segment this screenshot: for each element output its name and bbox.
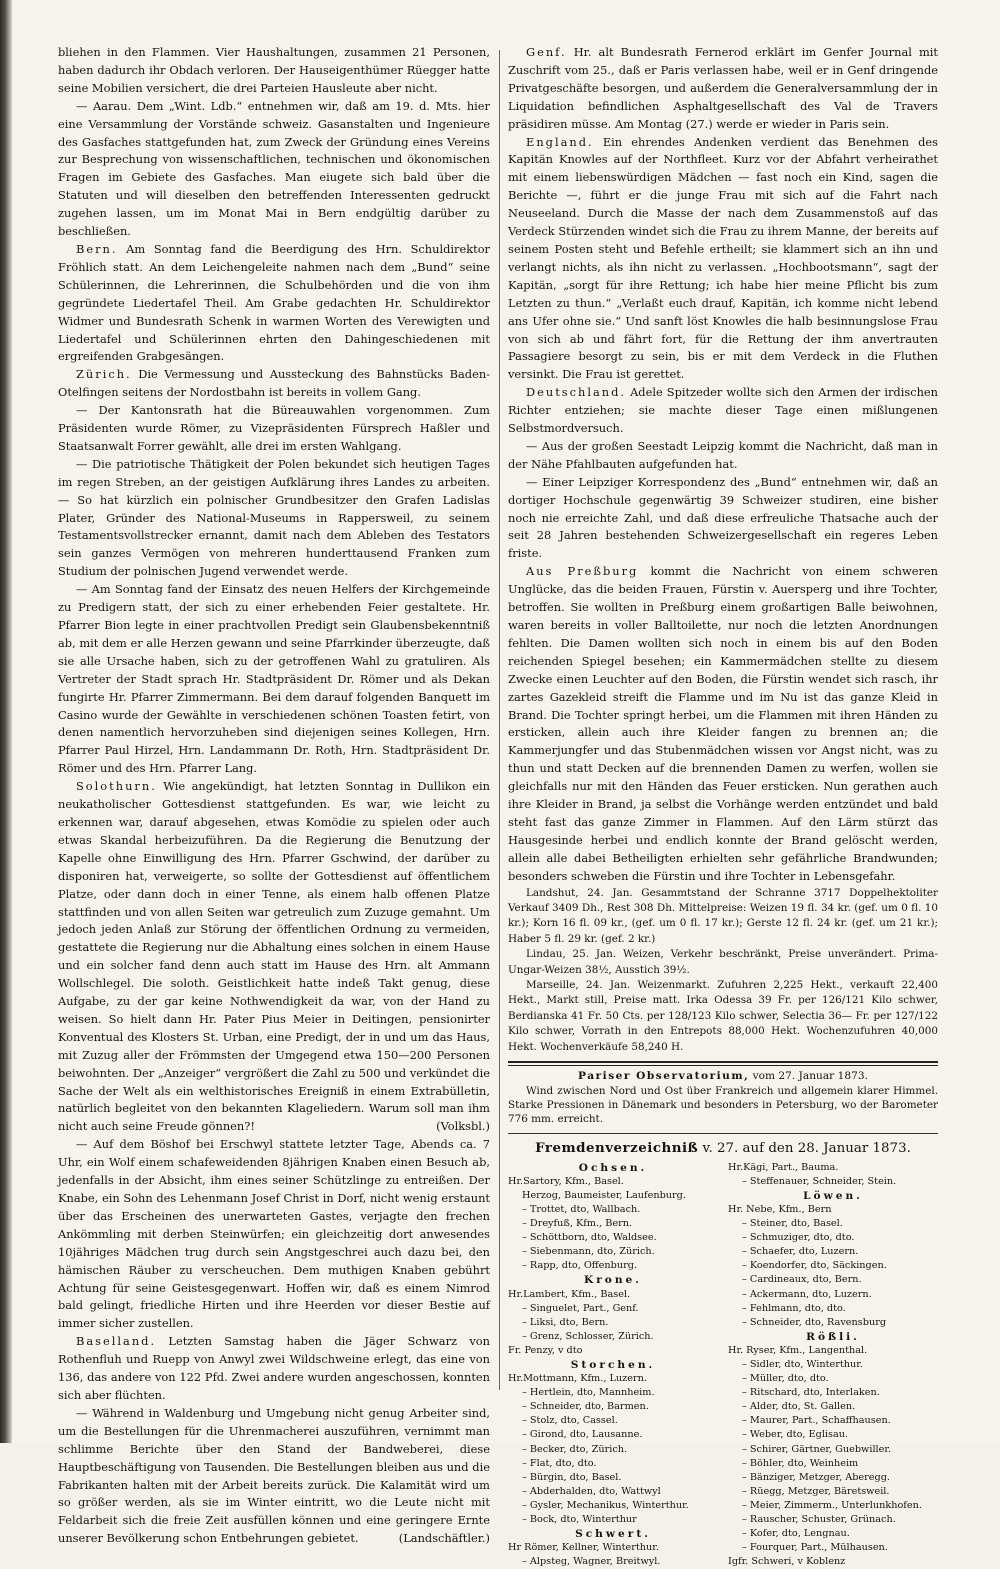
- hotel-name: Ochsen.: [578, 1161, 648, 1174]
- market-reports: [508, 886, 938, 1055]
- article-text: — Während in Waldenburg und Umgebung nicht genug Arbeiter sind, um die Bestellungen für die Uhrenmacherei auszuführen, vernimmt man schlimme Berichte über den Stand der Bandweberei, diese Hauptbeschäftigung von Tausenden. Die Bestellungen bleiben aus und die Fabrikanten halten mit der Arbeit bereits zurück. Die Kalamität wird um so größer werden, als sie im Winter eintritt, wo die Leute nicht mit Feldarbeit sich die freie Zeit ausfüllen können und eine geringere Ernte unserer Bevölkerung schon Entbehrungen gebietet.: [58, 1405, 490, 1546]
- article-paragraph: [508, 438, 938, 474]
- article-paragraph: [58, 1136, 490, 1333]
- article-paragraph: [508, 474, 938, 564]
- article-paragraph: [508, 563, 938, 885]
- article-paragraph: [58, 778, 490, 1136]
- place-name: Baselland.: [76, 1334, 157, 1349]
- guest-entry: – Schneider, dto, Ravensburg: [742, 1316, 887, 1328]
- guest-entry: – Steffenauer, Schneider, Stein.: [742, 1175, 897, 1187]
- guest-entry: – Schirer, Gärtner, Guebwiller.: [742, 1443, 892, 1455]
- guest-entry: Hr Römer, Kellner, Winterthur.: [508, 1542, 659, 1554]
- place-name: Solothurn.: [76, 779, 157, 794]
- article-text: kommt die Nachricht von einem schweren Unglücke, das die beiden Frauen, Fürstin v. Auersperg und ihre Tochter, betroffen. Sie wollten in Preßburg einem großartigen Balle beiwohnen, waren bereits in voller Balltoilette, nur noch die letzten Anordnungen fehlten. Die Damen wollten sich noch in einem bis auf den Boden reichenden Spiegel besehen; ein Kammermädchen stellte zu diesem Zwecke einen Leuchter auf den Boden, die Fürstin wendet sich rasch, ihr zartes Gazekleid streift die Flamme und im Nu ist das ganze Kleid in Brand. Die Tochter springt herbei, um die Flammen mit ihren Händen zu ersticken, allein auch ihre Kleider fangen zu brennen an; die Kammerjungfer und das Stubenmädchen wissen vor Angst nicht, was zu thun und statt Decken auf die brennenden Damen zu werfen, wollen sie gleichfalls nur mit den Händen das Feuer ersticken. Nun gerathen auch ihre Kleider in Brand, ja selbst die Vorhänge werden entzündet und bald steht fast das ganze Zimmer in Flammen. Auf den Lärm stürzt das Hausgesinde herbei und endlich konnte der Brand gelöscht werden, allein alle dabei Betheiligten erhielten sehr gefährliche Brandwunden; besonders schweben die Fürstin und ihre Tochter in Lebensgefahr.: [508, 564, 938, 883]
- double-rule: [508, 1061, 938, 1066]
- guest-entry: – Steiner, dto, Basel.: [742, 1218, 843, 1230]
- guest-entry: – Hertlein, dto, Mannheim.: [522, 1387, 655, 1399]
- article-text: Letzten Samstag haben die Jäger Schwarz von Rothenfluh und Ruepp von Anwyl zwei Wildschweine erlegt, das eine von 136, das andere von 122 Pfd. Zwei andere wurden angeschossen, konnten sich aber flüchten.: [58, 1334, 490, 1402]
- place-name: Aus Preßburg: [526, 564, 639, 579]
- guest-entry: Igfr. Schweri, v Koblenz: [728, 1556, 846, 1568]
- article-paragraph: [58, 402, 490, 456]
- article-text: — Aarau. Dem „Wint. Ldb.“ entnehmen wir, daß am 19. d. Mts. hier eine Versammlung der Vorstände schweiz. Gasanstalten und Ingenieure des Gasfaches stattgefunden hat, zum Zweck der Gründung eines Vereins zur Besprechung von wissenschaftlichen, technischen und ökonomischen Fragen im Gebiete des Gasfaches. Man eiugete sich bald über die Statuten und will dieselben den betreffenden Interessenten gedruckt zugehen lassen, um im Monat Mai in Bern endgültig darüber zu beschließen.: [58, 98, 490, 239]
- market-report: Marseille, 24. Jan. Weizenmarkt. Zufuhren 2,225 Hekt., verkauft 22,400 Hekt., Markt still, Preise matt. Irka Odessa 39 Fr. per 126/121 Kilo schwer, Berdianska 41 Fr. 50 Cts. per 128/123 Kilo schwer, Selectia 36— Fr. per 127/122 Kilo schwer, Vorrath in den Entrepots 88,000 Hekt. Wochenzufuhren 40,000 Hekt. Wochenverkäufe 58,240 H.: [508, 979, 938, 1053]
- article-text: — Einer Leipziger Korrespondenz des „Bund“ entnehmen wir, daß an dortiger Hochschule gegenwärtig 39 Schweizer studiren, eine bisher noch nie erreichte Zahl, und daß diese erfreuliche Thatsache auch der seit 28 Jahren bestehenden Schweizergesellschaft ein regeres Leben friste.: [508, 474, 938, 561]
- guest-entry: – Alpsteg, Wagner, Breitwyl.: [522, 1556, 661, 1568]
- guest-entry: – Meier, Zimmerm., Unterlunkhofen.: [742, 1499, 922, 1511]
- guest-entry: – Maurer, Part., Schaffhausen.: [742, 1415, 891, 1427]
- right-news-block: [508, 44, 938, 886]
- right-column: [508, 44, 938, 1569]
- guest-entry: – Girond, dto, Lausanne.: [522, 1429, 643, 1441]
- guest-entry: – Singuelet, Part., Genf.: [522, 1302, 639, 1314]
- place-name: England.: [526, 134, 594, 149]
- guest-entry: – Rüegg, Metzger, Bäretsweil.: [742, 1485, 890, 1497]
- article-paragraph: [58, 366, 490, 402]
- guest-entry: – Schneider, dto, Barmen.: [522, 1401, 649, 1413]
- hotel-name: Krone.: [584, 1274, 642, 1287]
- guest-entry: – Flat, dto, dto.: [522, 1457, 597, 1469]
- article-text: Die Vermessung und Aussteckung des Bahnstücks Baden-Otelfingen seitens der Nordostbahn ist bereits in vollem Gang.: [58, 367, 490, 400]
- article-source: (Volksbl.): [436, 1119, 490, 1134]
- observatory-name: Pariser Observatorium,: [578, 1070, 750, 1083]
- observatory-heading: [508, 1069, 938, 1084]
- guest-entry: – Becker, dto, Zürich.: [522, 1443, 628, 1455]
- guest-entry: – Trottet, dto, Wallbach.: [522, 1203, 641, 1215]
- guest-entry: – Böhler, dto, Weinheim: [742, 1457, 859, 1469]
- fremden-list: [508, 1161, 938, 1569]
- guest-entry: – Liksi, dto, Bern.: [522, 1316, 609, 1328]
- guest-entry: – Koendorfer, dto, Säckingen.: [742, 1260, 887, 1272]
- market-report: Landshut, 24. Jan. Gesammtstand der Schranne 3717 Doppelhektoliter Verkauf 3409 Dh., Rest 308 Dh. Mittelpreise: Weizen 19 fl. 34 kr. (gef. um 0 fl. 10 kr.); Korn 16 fl. 09 kr., (gef. um 0 fl. 17 kr.); Gerste 12 fl. 24 kr. (gef. um 21 kr.); Haber 5 fl. 29 kr. (gef. 2 kr.): [508, 886, 938, 945]
- article-source: (Landschäftler.): [398, 1531, 490, 1546]
- guest-entry: – Rapp, dto, Offenburg.: [522, 1260, 638, 1272]
- article-text: — Der Kantonsrath hat die Büreauwahlen vorgenommen. Zum Präsidenten wurde Römer, zu Vizepräsidenten Fürsprech Haßler und Staatsanwalt Forrer gewählt, alle drei im ersten Wahlgang.: [58, 403, 490, 453]
- place-name: Deutschland.: [526, 385, 627, 400]
- fremden-title-date: v. 27. auf den 28. Januar 1873.: [702, 1140, 911, 1156]
- guest-entry: – Kofer, dto, Lengnau.: [742, 1528, 850, 1540]
- hotel-name: Storchen.: [570, 1358, 656, 1371]
- fremden-title: [508, 1138, 938, 1159]
- guest-entry: – Abderhalden, dto, Wattwyl: [522, 1485, 661, 1497]
- article-text: bliehen in den Flammen. Vier Haushaltungen, zusammen 21 Personen, haben dadurch ihr Obdach verloren. Der Hauseigenthümer Rüegger hatte seine Mobilien versichert, die drei Parteien Hausleute aber nicht.: [58, 45, 490, 95]
- guest-entry: – Cardineaux, dto, Bern.: [742, 1274, 862, 1286]
- hotel-name: Löwen.: [803, 1189, 863, 1202]
- guest-entry: – Grenz, Schlosser, Zürich.: [522, 1330, 654, 1342]
- guest-entry: – Ackermann, dto, Luzern.: [742, 1288, 872, 1300]
- guest-entry: – Fourquer, Part., Mülhausen.: [742, 1542, 888, 1554]
- guest-entry: – Schaefer, dto, Luzern.: [742, 1246, 859, 1258]
- guest-entry: – Rauscher, Schuster, Grünach.: [742, 1514, 896, 1526]
- article-paragraph: [58, 98, 490, 241]
- fremden-list-left: [508, 1161, 718, 1569]
- guest-entry: – Dreyfuß, Kfm., Bern.: [522, 1218, 633, 1230]
- single-rule: [508, 1133, 938, 1134]
- guest-entry: – Bürgin, dto, Basel.: [522, 1471, 622, 1483]
- guest-entry: Hr. Nebe, Kfm., Bern: [728, 1203, 832, 1215]
- article-paragraph: [508, 44, 938, 134]
- guest-entry: Hr.Mottmann, Kfm., Luzern.: [508, 1373, 647, 1385]
- article-paragraph: [508, 384, 938, 438]
- article-text: — Aus der großen Seestadt Leipzig kommt die Nachricht, daß man in der Nähe Pfahlbauten aufgefunden hat.: [508, 438, 938, 471]
- guest-entry: Hr. Ryser, Kfm., Langenthal.: [728, 1344, 868, 1356]
- guest-entry: Hr.Kägi, Part., Bauma.: [728, 1161, 839, 1173]
- guest-entry: Herzog, Baumeister, Laufenburg.: [522, 1189, 686, 1201]
- guest-entry: – Fehlmann, dto, dto.: [742, 1302, 846, 1314]
- scan-edge-shadow: [0, 0, 12, 1443]
- fremden-title-bold: Fremdenverzeichniß: [535, 1139, 699, 1156]
- guest-entry: – Weber, dto, Eglisau.: [742, 1429, 849, 1441]
- hotel-name: Schwert.: [575, 1528, 651, 1541]
- article-text: — Am Sonntag fand der Einsatz des neuen Helfers der Kirchgemeinde zu Predigern statt, der sich zu einer erhebenden Feier gestaltete. Hr. Pfarrer Bion legte in einer prachtvollen Predigt sein Glaubensbekenntniß ab, mit dem er alle Herzen gewann und seine Pfarrkinder überzeugte, daß sie alle Ursache haben, sich zu der getroffenen Wahl zu gratuliren. Als Vertreter der Stadt sprach Hr. Stadtpräsident Dr. Römer und als Dekan fungirte Hr. Pfarrer Zimmermann. Bei dem darauf folgenden Banquett im Casino wurde der Gewählte in verschiedenen schönen Toasten fetirt, von denen namentlich hervorzuheben sind diejenigen seines Kollegen, Hrn. Pfarrer Paul Hirzel, Hrn. Landammann Dr. Roth, Hrn. Stadtpräsident Dr. Römer und des Hrn. Pfarrer Lang.: [58, 582, 490, 776]
- guest-entry: – Sidler, dto, Winterthur.: [742, 1358, 863, 1370]
- place-name: Zürich.: [76, 367, 132, 382]
- place-name: Genf.: [526, 45, 567, 59]
- article-text: Adele Spitzeder wollte sich den Armen der irdischen Richter entziehen; sie machte dieser Tage einen mißlungenen Selbstmordversuch.: [508, 385, 938, 436]
- left-column: [58, 44, 490, 1548]
- guest-entry: – Müller, dto, dto.: [742, 1373, 829, 1385]
- guest-entry: – Gysler, Mechanikus, Winterthur.: [522, 1499, 689, 1511]
- guest-entry: – Bänziger, Metzger, Aberegg.: [742, 1471, 891, 1483]
- article-paragraph: [508, 134, 938, 385]
- observatory-date: vom 27. Januar 1873.: [752, 1070, 868, 1083]
- article-paragraph: [58, 1333, 490, 1405]
- guest-entry: Hr.Sartory, Kfm., Basel.: [508, 1175, 624, 1187]
- observatory-text: Wind zwischen Nord und Ost über Frankreich und allgemein klarer Himmel. Starke Pressionen in Dänemark und besonders in Petersburg, wo der Barometer 776 mm. erreicht.: [508, 1085, 938, 1126]
- guest-entry: – Siebenmann, dto, Zürich.: [522, 1246, 655, 1258]
- guest-entry: – Bock, dto, Winterthur: [522, 1514, 637, 1526]
- hotel-name: Rößli.: [806, 1330, 860, 1343]
- guest-entry: Hr.Lambert, Kfm., Basel.: [508, 1288, 631, 1300]
- article-text: Hr. alt Bundesrath Fernerod erklärt im Genfer Journal mit Zuschrift vom 25., daß er Paris verlassen habe, weil er in Genf dringende Privatgeschäfte besorgen, und außerdem die Generalversammlung der in Liquidation befindlichen Asphaltgesellschaft des Val de Travers präsidiren müsse. Am Montag (27.) werde er wieder in Paris sein.: [508, 45, 939, 131]
- article-text: Wie angekündigt, hat letzten Sonntag in Dullikon ein neukatholischer Gottesdienst stattgefunden. Es war, wie leicht zu erkennen war, darauf abgesehen, etwas Komödie zu spielen oder auch etwas Skandal herbeizuführen. Da die Regierung die Benutzung der Kapelle ohne Einwilligung des Hrn. Pfarrer Gschwind, der darüber zu disponiren hat, verweigerte, so sollte der Gottesdienst auf öffentlichem Platze, oder dann doch in einer Tenne, als einem halb offenen Platze stattfinden und von allen Seiten war getreulich zum Zuzuge gemahnt. Um jedoch jeden Anlaß zur Störung der öffentlichen Ordnung zu vermeiden, gestattete die Regierung nur die Abhaltung eines solchen in einem Hause und ein solcher fand denn auch statt im Hause des Hrn. alt Ammann Wollschlegel. Die soloth. Geistlichkeit hatte indeß Takt genug, diese Aufgabe, zu der gar keine Nothwendigkeit da war, von der Hand zu weisen. So hielt dann Hr. Pater Pius Meier in Deitingen, pensionirter Konventual des Klosters St. Urban, eine Predigt, der in und um das Haus, mit Zuzug aller der Frömmsten der Umgegend etwa 150—200 Personen beiwohnten. Der „Anzeiger“ vergrößert die Zahl zu 500 und verkündet die Sache der Welt als ein welthistorisches Ereigniß in einem Extrabülletin, natürlich begleitet von den bekannten Klageliedern. Warum soll man ihm nicht auch seine Freude gönnen?!: [58, 779, 490, 1134]
- place-name: Bern.: [76, 241, 118, 256]
- article-paragraph: [58, 456, 490, 581]
- article-paragraph: [58, 1405, 490, 1548]
- article-text: Am Sonntag fand die Beerdigung des Hrn. Schuldirektor Fröhlich statt. An dem Leichengeleite nahmen nach dem „Bund“ seine Schülerinnen, die Lehrerinnen, die Schulbehörden und die von ihm gegründete Liedertafel Theil. Am Grabe gedachten Hr. Schuldirektor Widmer und Bundesrath Schenk in warmen Worten des Verewigten und Liedertafel und Schülerinnen ehrten den Dahingeschiedenen mit ergreifenden Grabgesängen.: [58, 241, 491, 364]
- market-report: Lindau, 25. Jan. Weizen, Verkehr beschränkt, Preise unverändert. Prima-Ungar-Weizen 38½, Ausstich 39½.: [508, 948, 938, 976]
- column-divider: [499, 50, 500, 1390]
- article-paragraph: [58, 44, 490, 98]
- fremden-list-right: [728, 1161, 938, 1569]
- guest-entry: – Alder, dto, St. Gallen.: [742, 1401, 856, 1413]
- article-paragraph: [58, 241, 490, 366]
- guest-entry: – Ritschard, dto, Interlaken.: [742, 1387, 880, 1399]
- article-text: — Die patriotische Thätigkeit der Polen bekundet sich heutigen Tages im regen Streben, an der geistigen Aufklärung ihres Landes zu arbeiten. — So hat kürzlich ein polnischer Grundbesitzer den Grafen Ladislas Plater, Gründer des National-Museums in Rappersweil, zu seinem Testamentsvollstrecker ernannt, damit nach dem Ableben des Testators sein ganzes Vermögen von mehreren hunderttausend Franken zum Studium der polnischen Jugend verwendet werde.: [58, 456, 490, 579]
- guest-entry: – Schmuziger, dto, dto.: [742, 1232, 855, 1244]
- article-text: Ein ehrendes Andenken verdient das Benehmen des Kapitän Knowles auf der Northfleet. Kurz vor der Abfahrt verheirathet mit einem liebenswürdigen Mädchen — fast noch ein Kind, sagen die Berichte —, führt er die junge Frau mit sich auf die Fahrt nach Neuseeland. Durch die Masse der nach dem Zusammenstoß auf das Verdeck Stürzenden windet sich die Frau zu ihrem Manne, der bereits auf seinem Posten steht und Befehle ertheilt; sie klammert sich an ihn und verlangt nichts, als ihn nicht zu verlassen. „Hochbootsmann“, sagt der Kapitän, „sorgt für ihre Rettung; ich habe hier meine Pflicht bis zum Letzten zu thun.“ „Verlaßt euch drauf, Kapitän, ich komme nicht lebend ans Ufer ohne sie.“ Und sanft löst Knowles die halb besinnungslose Frau von sich ab und fährt fort, für die Rettung der ihm anvertrauten Passagiere besorgt zu sein, bis er mit dem Verdeck in die Fluthen versinkt. Die Frau ist gerettet.: [508, 134, 938, 382]
- guest-entry: – Stolz, dto, Cassel.: [522, 1415, 618, 1427]
- guest-entry: Fr. Penzy, v dto: [508, 1344, 583, 1356]
- article-paragraph: [58, 581, 490, 778]
- article-text: — Auf dem Böshof bei Erschwyl stattete letzter Tage, Abends ca. 7 Uhr, ein Wolf einem schafeweidenden 8jährigen Knaben einen Besuch ab, jedenfalls in der Absicht, ihm eines seiner Schützlinge zu entreißen. Der Knabe, ein Sohn des Lehenmann Josef Christ in Dorf, nicht wenig erstaunt über das Erscheinen des unerwarteten Gastes, verjagte den frechen Ankömmling mit derben Steinwürfen; ein gleichzeitig dort anwesendes 10jähriges Mädchen trug durch sein Angstgeschrei auch dazu bei, den hämischen Räuber zu verscheuchen. Dem muthigen Knaben gebührt Achtung für seine Geistesgegenwart. Hoffen wir, daß es einem Nimrod bald gelingt, friedliche Hirten und ihre Heerden vor dieser Bestie auf immer sicher zustellen.: [58, 1137, 490, 1331]
- guest-entry: – Schöttborn, dto, Waldsee.: [522, 1232, 657, 1244]
